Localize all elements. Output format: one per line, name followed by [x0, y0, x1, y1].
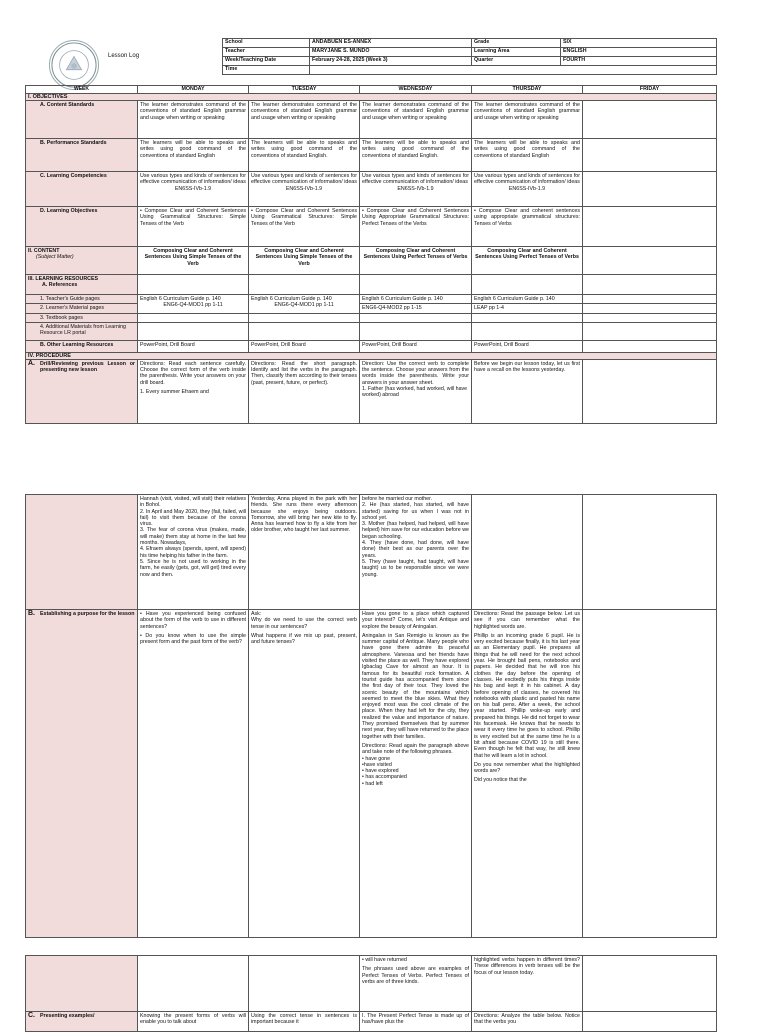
content-mon: Composing Clear and Coherent Sentences Using Simple Tenses of the Verb — [138, 247, 249, 275]
performance-standards-row — [26, 139, 717, 172]
school-value: ANDABUEN ES-ANNEX — [310, 39, 472, 48]
resources-row — [26, 275, 717, 295]
obj-fri — [583, 207, 717, 247]
purpose-thu-notice: Did you notice that the — [474, 777, 527, 784]
lm-text: ENG6-Q4-MOD1 pp 1-11 — [163, 302, 223, 309]
learning-objectives-label: D. Learning Objectives — [26, 207, 138, 247]
purpose-wed-directions: Directions: Read again the paragraph above and take note of the following phrases. — [362, 742, 469, 756]
comp-code: EN6SS-IVb-1.9 — [397, 185, 434, 192]
area-label: Learning Area — [472, 48, 561, 57]
date-label: Week/Teaching Date — [223, 57, 310, 66]
purpose-tue-ask: Ask: — [251, 611, 262, 617]
drill-thu: Before we begin our lesson today, let us first have a recall on the lessons yesterday. — [472, 359, 583, 423]
comp-code: EN6SS-IVb-1.9 — [285, 185, 323, 192]
presenting-label: Presenting examples/ — [40, 1013, 95, 1019]
obj-tue: • Compose Clear and Coherent Sentences Using Grammatical Structures: Simple Tenses of the Verb — [249, 207, 360, 247]
header-row — [223, 48, 717, 57]
res-thu — [472, 275, 583, 295]
purpose-cont-wed — [360, 956, 472, 1012]
presenting-label-cell — [26, 1012, 138, 1032]
add-fri — [583, 322, 717, 340]
textbook-label: 3. Textbook pages — [26, 313, 138, 322]
lesson-table-1 — [25, 85, 717, 424]
lesson-table-2 — [25, 494, 717, 938]
mon-item-3: 3. The fear of corona virus (makes, made, will make) them stay at home in the last few months. Nowadays, — [140, 527, 246, 547]
purpose-mon-q2: • Do you know when to use the simple present form and the past form of the verb? — [140, 632, 246, 646]
drill-mon-item: 1. Every summer Efraem and — [140, 389, 209, 396]
res-mon — [138, 275, 249, 295]
area-value: ENGLISH — [561, 48, 717, 57]
res-wed — [360, 275, 472, 295]
presenting-mon: Knowing the present forms of verbs will enable you to talk about — [138, 1012, 249, 1032]
monday-header: MONDAY — [138, 86, 249, 94]
comp-code: EN6SS-IVb-1.9 — [508, 185, 546, 192]
teacher-value: MARYJANE S. MUNDO — [310, 48, 472, 57]
guide-text: English 6 Curriculum Guide p. 140 — [251, 296, 332, 302]
wed-item-2: 2. He (has started, has started, will have started) saving for us when I was not in school yet. — [362, 502, 469, 521]
performance-standards-label: B. Performance Standards — [26, 139, 138, 172]
other-thu: PowerPoint, Drill Board — [472, 340, 583, 352]
presenting-letter: C. — [28, 1012, 35, 1019]
presenting-fri — [583, 1012, 717, 1032]
days-row — [26, 86, 717, 94]
comp-text: Use various types and kinds of sentences for effective communication of information/ ideas — [474, 173, 580, 186]
purpose-cont-wed-text: The phrases used above are examples of Perfect Tenses of Verbs. Perfect Tenses of verbs are of three kinds. — [362, 966, 469, 985]
phrase-item: •have visited — [362, 761, 392, 768]
date-value: February 24-28, 2025 (Week 3) — [310, 57, 472, 66]
guide-wed: English 6 Curriculum Guide p. 140 — [360, 295, 472, 304]
purpose-fri — [583, 610, 717, 938]
tb-fri — [583, 313, 717, 322]
mon-item-4: 4. Efraem always (spends, spent, will spend) his time helping his father in the farm. — [140, 546, 246, 559]
other-mon: PowerPoint, Drill Board — [138, 340, 249, 352]
objectives-title: I. OBJECTIVES — [26, 94, 717, 101]
content-thu: Composing Clear and Coherent Sentences Using Perfect Tenses of Verbs — [472, 247, 583, 275]
comp-text: Use various types and kinds of sentences for effective communication of information/ ideas — [362, 173, 469, 186]
guide-row — [26, 295, 717, 304]
perf-std-mon: The learners will be able to speaks and writes using good command of the conventions of standard English — [138, 139, 249, 172]
tb-tue — [249, 313, 360, 322]
content-sub: (Subject Matter) — [36, 254, 74, 261]
guide-fri — [583, 295, 717, 304]
content-wed: Composing Clear and Coherent Sentences Using Perfect Tenses of Verbs — [360, 247, 472, 275]
purpose-row — [26, 610, 717, 938]
header-row — [223, 66, 717, 75]
presenting-row — [26, 1012, 717, 1032]
perf-std-fri — [583, 139, 717, 172]
lm-label: 2. Learner's Material pages — [26, 304, 138, 313]
purpose-thu-passage: Phillip is an incoming grade 6 pupil. He is very excited because finally, it is his last year as an Elementary pupil. He prepares all things that he will need for the next school year. He brought ball pens, notebooks and papers. He decided that he will iron his clothes the day before the opening of classes. He excitedly puts his things inside his bag and kept it in his cabinet. A day before opening of classes, he covered his notebooks with plastic and pasted his name on his ball pens. After a week, the school year started. Phillip woke-up early and prepared his things. He did not forget to wear his facemask. He knows that he needs to wear it every time he goes to school. Phillip is very excited but at the same time he is a bit afraid because COVID 19 is still there. Even though he felt that way, he still knew that he will learn a lot in school. — [474, 632, 580, 759]
deped-seal — [49, 40, 99, 90]
drill-fri — [583, 359, 717, 423]
competencies-row — [26, 172, 717, 207]
purpose-tue-q2: What happens if we mix up past, present, and future tenses? — [251, 632, 357, 646]
other-wed: PowerPoint, Drill Board — [360, 340, 472, 352]
purpose-thu-question: Do you now remember what the highlighted words are? — [474, 761, 580, 775]
drill-wed-item: 1. Father (has worked, had worked, will have worked) abroad — [362, 386, 468, 399]
res-tue — [249, 275, 360, 295]
drill-wed — [360, 359, 472, 423]
comp-wed — [360, 172, 472, 207]
content-std-fri — [583, 101, 717, 139]
drill-wed-text: Direction: Use the correct verb to complete the sentence. Choose your answers from the words inside the parenthesis. Write your answers in your answer sheet. — [362, 360, 469, 386]
mon-item-2: 2. In April and May 2020, they (fail, failed, will fail) to visit them because of the corona virus. — [140, 508, 246, 528]
time-label: Time — [223, 66, 310, 75]
purpose-label: Establishing a purpose for the lesson — [40, 611, 135, 617]
purpose-mon — [138, 610, 249, 938]
comp-mon — [138, 172, 249, 207]
drill-cont-wed — [360, 495, 472, 610]
competencies-label: C. Learning Competencies — [26, 172, 138, 207]
res-fri — [583, 275, 717, 295]
procedure-row — [26, 352, 717, 359]
comp-thu — [472, 172, 583, 207]
resources-title: III. LEARNING RESOURCES — [28, 276, 99, 282]
purpose-cont-thu: highlighted verbs happen in different times? These differences in verb tenses will be the focus of our lesson today. — [472, 956, 583, 1012]
drill-mon — [138, 359, 249, 423]
drill-label-cell — [26, 359, 138, 423]
other-fri — [583, 340, 717, 352]
presenting-wed: I. The Present Perfect Tense is made up of has/have plus the — [360, 1012, 472, 1032]
lm-fri — [583, 304, 717, 313]
other-tue: PowerPoint, Drill Board — [249, 340, 360, 352]
guide-text: English 6 Curriculum Guide p. 140 — [140, 296, 221, 302]
drill-row — [26, 359, 717, 423]
perf-std-wed: The learners will be able to speaks and writes using good command of the conventions of standard English. — [360, 139, 472, 172]
purpose-thu-directions: Directions: Read the passage below. Let us see if you can remember what the highlighted words are. — [474, 611, 580, 630]
purpose-cont-label — [26, 956, 138, 1012]
drill-cont-thu — [472, 495, 583, 610]
drill-label: Drill/Reviewing previous Lesson or presenting new lesson — [40, 360, 135, 374]
drill-cont-tue: Yesterday, Anna played in the park with her friends. She runs there every afternoon because she enjoys being outdoors. Tomorrow, she will bring her new kite to fly. Anna has learned how to fly a kite from her older brother, who taught her last summer. — [249, 495, 360, 610]
mon-item-5: 5. Since he is not used to working in the farm, he easily (gets, got, will get) tired every now and then. — [140, 558, 246, 578]
phrase-item: • have explored — [362, 768, 399, 775]
header-table — [222, 38, 717, 75]
drill-mon-text: Directions: Read each sentence carefully. Choose the correct form of the verb inside the parenthesis. Write your answers on your drill board. — [140, 360, 246, 386]
perf-std-tue: The learners will be able to speaks and writes using good command of the conventions of standard English. — [249, 139, 360, 172]
content-tue: Composing Clear and Coherent Sentences Using Simple Tenses of the Verb — [249, 247, 360, 275]
guide-thu: English 6 Curriculum Guide p. 140 — [472, 295, 583, 304]
friday-header: FRIDAY — [583, 86, 717, 94]
quarter-value: FOURTH — [561, 57, 717, 66]
add-wed — [360, 322, 472, 340]
drill-tue: Directions: Read the short paragraph. Identify and list the verbs in the paragraph. Then, classify them according to their tenses (past, present, future, or perfect). — [249, 359, 360, 423]
comp-text: Use various types and kinds of sentences for effective communication of information/ ideas — [140, 173, 246, 186]
perf-std-thu: The learners will be able to speaks and writes using good command of the conventions of standard English — [472, 139, 583, 172]
obj-mon: • Compose Clear and Coherent Sentences Using Grammatical Structures: Simple Tenses of the Verb — [138, 207, 249, 247]
purpose-cont-mon — [138, 956, 249, 1012]
wed-item-3: 3. Mother (has helped, had helped, will have helped) him save for our education before we began schooling. — [362, 521, 469, 540]
tb-mon — [138, 313, 249, 322]
guide-tue — [249, 295, 360, 314]
page-3 — [0, 952, 768, 1024]
phrase-item: • will have returned — [362, 957, 407, 963]
grade-value: SIX — [561, 39, 717, 48]
page-1 — [0, 0, 768, 468]
quarter-label: Quarter — [472, 57, 561, 66]
resources-label — [26, 275, 138, 295]
header-row — [223, 57, 717, 66]
content-std-tue: The learner demonstrates command of the conventions of standard English grammar and usage when writing or speaking — [249, 101, 360, 139]
other-resources-label: B. Other Learning Resources — [26, 340, 138, 352]
drill-cont-mon — [138, 495, 249, 610]
tg-label: 1. Teacher's Guide pages — [26, 295, 138, 304]
drill-letter: A. — [28, 359, 35, 367]
content-std-mon: The learner demonstrates command of the conventions of standard English grammar and usage when writing or speaking — [138, 101, 249, 139]
add-tue — [249, 322, 360, 340]
lesson-table-3 — [25, 955, 717, 1032]
content-fri — [583, 247, 717, 275]
additional-row — [26, 322, 717, 340]
page-2 — [0, 492, 768, 942]
obj-thu: • Compose Clear and coherent sentences using appropriate grammatical structures: Tenses of Verbs — [472, 207, 583, 247]
content-standards-row — [26, 101, 717, 139]
header-row — [223, 39, 717, 48]
content-label — [26, 247, 138, 275]
presenting-thu: Directions: Analyze the table below. Notice that the verbs you — [472, 1012, 583, 1032]
doc-label: Lesson Log — [108, 53, 140, 59]
textbook-row — [26, 313, 717, 322]
wed-item-5: 5. They (have taught, had taught, will have taught) us to be responsible since we were young. — [362, 558, 469, 578]
content-std-thu: The learner demonstrates command of the conventions of standard English grammar and usage when writing or speaking — [472, 101, 583, 139]
seal-icon — [50, 41, 98, 89]
purpose-wed-intro: Have you gone to a place which captured your interest? Come, let's visit Antique and explore the beauty of Aningalan. — [362, 611, 469, 630]
objectives-detail-row — [26, 207, 717, 247]
content-standards-label: A. Content Standards — [26, 101, 138, 139]
content-row — [26, 247, 717, 275]
phrase-item: • had left — [362, 780, 383, 787]
lm-text: ENG6-Q4-MOD1 pp 1-11 — [274, 302, 334, 309]
teacher-label: Teacher — [223, 48, 310, 57]
purpose-wed-passage: Aningalan in San Remigio is known as the summer capital of Antique. Many people who have gone there admire its peaceful atmosphere. Vanessa and her friends have visited the place as well. They have explored Igbaclag Cave for almost an hour. It is famous for its beautiful rock formation. A tourist guide has accompanied them since the first day of their tour. They loved the scenic beauty of the mountains which seemed to meet the blue skies. What they enjoyed most was the cool climate of the place. When they had left for the city, they realized the value and importance of nature. They promised themselves that by summer next year, they will have returned to the place together with their families. — [362, 632, 469, 740]
comp-code: EN6SS-IVb-1.9 — [174, 185, 212, 192]
tb-thu — [472, 313, 583, 322]
tuesday-header: TUESDAY — [249, 86, 360, 94]
procedure-title: IV. PROCEDURE — [26, 352, 717, 359]
presenting-tue: Using the correct tense in sentences is important because it — [249, 1012, 360, 1032]
drill-continued-row — [26, 495, 717, 610]
comp-tue — [249, 172, 360, 207]
comp-text: Use various types and kinds of sentences for effective communication of information/ ideas — [251, 173, 357, 186]
content-title: II. CONTENT — [28, 248, 60, 254]
purpose-thu — [472, 610, 583, 938]
comp-fri — [583, 172, 717, 207]
wed-item-4: 4. They (have done, had done, will have done) their best as our parents over the years. — [362, 540, 469, 559]
wednesday-header: WEDNESDAY — [360, 86, 472, 94]
guide-mon — [138, 295, 249, 314]
phrase-item: • have gone — [362, 755, 391, 762]
purpose-wed — [360, 610, 472, 938]
content-std-wed: The learner demonstrates command of the conventions of standard English grammar and usage when writing or speaking — [360, 101, 472, 139]
thursday-header: THURSDAY — [472, 86, 583, 94]
mon-item-1: Hannah (visit, visited, will visit) their relatives in Bohol. — [140, 496, 246, 509]
lm-wed: ENG6-Q4-MOD2 pp 1-15 — [360, 304, 472, 313]
additional-label: 4. Additional Materials from Learning Resource LR portal — [26, 322, 138, 340]
purpose-continued-row — [26, 956, 717, 1012]
lm-thu: LEAP pp 1-4 — [472, 304, 583, 313]
grade-label: Grade — [472, 39, 561, 48]
purpose-cont-tue — [249, 956, 360, 1012]
purpose-mon-q1: • Have you experienced being confused about the form of the verb to use in different sentences? — [140, 611, 246, 630]
phrase-item: • has accompanied — [362, 774, 407, 781]
add-thu — [472, 322, 583, 340]
objectives-row — [26, 94, 717, 101]
purpose-cont-fri — [583, 956, 717, 1012]
references-label: A. References — [42, 282, 78, 289]
lm-row — [26, 304, 717, 313]
purpose-tue — [249, 610, 360, 938]
other-resources-row — [26, 340, 717, 352]
wed-item-1: before he married our mother. — [362, 496, 433, 502]
obj-wed: • Compose Clear and Coherent Sentences Using Appropriate Grammatical Structures: Perfect Tenses of the Verbs — [360, 207, 472, 247]
school-label: School — [223, 39, 310, 48]
purpose-tue-q1: Why do we need to use the correct verb tense in our sentences? — [251, 617, 357, 630]
add-mon — [138, 322, 249, 340]
drill-cont-fri — [583, 495, 717, 610]
week-header: WEEK — [26, 86, 138, 94]
drill-cont-label — [26, 495, 138, 610]
purpose-label-cell — [26, 610, 138, 938]
time-value — [310, 66, 717, 75]
tb-wed — [360, 313, 472, 322]
purpose-letter: B. — [28, 610, 35, 617]
